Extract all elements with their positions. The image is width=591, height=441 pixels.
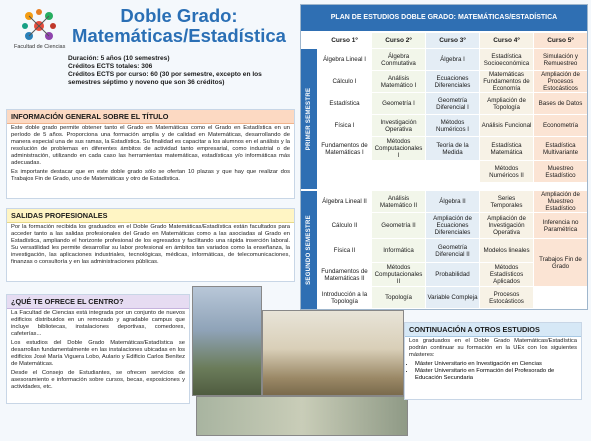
credits-info xyxy=(64,52,292,96)
subject-cell: Investigación Operativa xyxy=(372,115,425,136)
faculty-name: Facultad de Ciencias xyxy=(14,44,66,50)
page-title xyxy=(66,6,292,56)
further-studies-paragraph: Los graduados en el Doble Grado Matemáticas/Estadística podrán continuar su formación en la UEx con los siguientes másteres: xyxy=(409,338,577,358)
subject-cell: Álgebra I xyxy=(426,49,479,70)
subject-cell: Geometría Diferencial I xyxy=(426,93,479,114)
subject-cell: Análisis Matemático II xyxy=(372,191,425,212)
subject-cell: Estadística Multivariante xyxy=(534,137,587,160)
subject-cell: Fundamentos de Matemáticas II xyxy=(318,263,371,286)
career-paragraph: Por la formación recibida los graduados en el Doble Grado Matemáticas/Estadística están facultados para acceder tanto a las salidas profesionales del Grado en Matemáticas como a las asociadas al Grado en Estadística, ampliando el horizonte profesional de los egresados y facilitando una rápida inserción laboral. Su versatilidad les permite desarrollar su labor profesional en ámbitos tan variados como la enseñanza, la investigación, las aplicaciones industriales, tecnológicas, médicas, informáticas, de telecomunicaciones, finanzas o consultoría y en las administraciones públicas. xyxy=(11,224,290,265)
first-semester-label: PRIMER SEMESTRE xyxy=(301,49,317,189)
general-info-note: Es importante destacar que en este doble grado sólo se ofertan 10 plazas y que hay que realizar dos Trabajos Fin de Grado, uno de Matemáticas y otro de Estadística. xyxy=(11,169,290,182)
study-plan-title: PLAN DE ESTUDIOS DOBLE GRADO: MATEMÁTICAS/ESTADÍSTICA xyxy=(301,5,587,31)
center-offer-paragraph-1: La Facultad de Ciencias está integrada por un conjunto de nuevos edificios distribuidos en un remozado y agradable campus que incluye bibliotecas, instalaciones deportivas, comedores, cafeterías... xyxy=(11,310,185,337)
career-heading: SALIDAS PROFESIONALES xyxy=(7,209,294,223)
subject-cell: Álgebra Lineal I xyxy=(318,49,371,70)
subject-cell: Simulación y Remuestreo xyxy=(534,49,587,70)
subject-cell: Econometría xyxy=(534,115,587,136)
general-info-paragraph: Este doble grado permite obtener tanto el Grado en Matemáticas como el Grado en Estadística en un período de 5 años. Proporciona una formación amplia y de calidad en Matemáticas, desarrollando de manera especial una de sus ramas, la Estadística. Su finalidad es capacitar a los alumnos en el análisis y la resolución de problemas en diferentes ámbitos de actividad tanto empresarial, como industrial o de administración, utilizando en cada caso las herramientas matemáticas, estadísticas y/o informáticas más adecuadas. xyxy=(11,125,290,166)
campus-building-photo xyxy=(192,286,262,396)
subject-cell: Series Temporales xyxy=(480,191,533,212)
subject-cell: Ampliación de Muestreo Estadístico xyxy=(534,191,587,212)
center-offer-paragraph-2: Los estudios del Doble Grado Matemáticas/Estadística se desarrollan fundamentalmente en las instalaciones ubicadas en los edificios José María Viguera Lobo, Aulario y Edificio Carlos Benítez de Matemáticas. xyxy=(11,340,185,367)
ects-total-text: Créditos ECTS totales: 306 xyxy=(68,63,153,70)
subject-cell: Ampliación de Topología xyxy=(480,93,533,114)
faculty-logo xyxy=(14,6,64,60)
subject-cell: Trabajos Fin de Grado xyxy=(534,239,587,286)
subject-cell: Física II xyxy=(318,239,371,262)
center-offer-paragraph-3: Desde el Consejo de Estudiantes, se ofrecen servicios de asesoramiento e información sobre cursos, becas, exposiciones y actividades, etc. xyxy=(11,370,185,390)
career-panel xyxy=(6,208,295,282)
general-info-heading: INFORMACIÓN GENERAL SOBRE EL TÍTULO xyxy=(7,110,294,124)
subject-cell: Ampliación de Investigación Operativa xyxy=(480,213,533,238)
subject-cell: Métodos Estadísticos Aplicados xyxy=(480,263,533,286)
subject-cell: Cálculo I xyxy=(318,71,371,92)
subject-cell: Estadística Socioeconómica xyxy=(480,49,533,70)
center-offer-panel xyxy=(6,294,190,404)
general-info-panel xyxy=(6,109,295,199)
course-header: Curso 4º xyxy=(480,33,533,48)
master-item: • Máster Universitario en Investigación en Ciencias xyxy=(415,361,581,368)
second-semester-label: SEGUNDO SEMESTRE xyxy=(301,191,317,309)
subject-cell: Inferencia no Paramétrica xyxy=(534,213,587,238)
subject-cell: Bases de Datos xyxy=(534,93,587,114)
subject-cell: Geometría Diferencial II xyxy=(426,239,479,262)
course-header: Curso 5º xyxy=(534,33,587,48)
subject-cell: Análisis Matemático I xyxy=(372,71,425,92)
subject-cell: Modelos lineales xyxy=(480,239,533,262)
subject-cell: Métodos Computacionales I xyxy=(372,137,425,160)
subject-cell: Probabilidad xyxy=(426,263,479,286)
subject-cell: Geometría II xyxy=(372,213,425,238)
faculty-logo-icon xyxy=(19,6,59,46)
subject-cell: Topología xyxy=(372,287,425,308)
subject-cell: Variable Compleja xyxy=(426,287,479,308)
subject-cell: Ampliación de Ecuaciones Diferenciales xyxy=(426,213,479,238)
subject-cell: Teoría de la Medida xyxy=(426,137,479,160)
subject-cell: Álgebra Conmutativa xyxy=(372,49,425,70)
subject-cell: Análisis Funcional xyxy=(480,115,533,136)
study-plan-table xyxy=(300,4,588,310)
subject-cell: Matemáticas Fundamentos de Economía xyxy=(480,71,533,92)
masters-list xyxy=(405,361,581,382)
subject-cell: Métodos Numéricos I xyxy=(426,115,479,136)
campus-exterior-photo xyxy=(196,396,408,436)
subject-cell: Ampliación de Procesos Estocásticos xyxy=(534,71,587,92)
course-header: Curso 3º xyxy=(426,33,479,48)
subject-cell: Fundamentos de Matemáticas I xyxy=(318,137,371,160)
ects-course-text: Créditos ECTS por curso: 60 (30 por semestre, excepto en los semestres séptimo y noveno que son 36 créditos) xyxy=(68,71,262,86)
subject-cell: Álgebra Lineal II xyxy=(318,191,371,212)
center-offer-heading: ¿QUÉ TE OFRECE EL CENTRO? xyxy=(7,295,189,309)
title-line-2: Matemáticas/Estadística xyxy=(72,25,286,46)
title-line-1: Doble Grado: xyxy=(120,5,238,26)
subject-cell: Estadística xyxy=(318,93,371,114)
master-item: • Máster Universitario en Formación del Profesorado de Educación Secundaria xyxy=(415,368,581,382)
duration-text: Duración: 5 años (10 semestres) xyxy=(68,55,170,62)
subject-cell: Física I xyxy=(318,115,371,136)
library-photo xyxy=(262,310,404,396)
subject-cell: Muestreo Estadístico xyxy=(534,161,587,182)
subject-cell: Introducción a la Topología xyxy=(318,287,371,308)
subject-cell: Métodos Numéricos II xyxy=(480,161,533,182)
subject-cell: Cálculo II xyxy=(318,213,371,238)
further-studies-heading: CONTINUACIÓN A OTROS ESTUDIOS xyxy=(405,323,581,337)
subject-cell: Métodos Computacionales II xyxy=(372,263,425,286)
subject-cell: Álgebra II xyxy=(426,191,479,212)
course-header: Curso 1º xyxy=(318,33,371,48)
subject-cell: Ecuaciones Diferenciales xyxy=(426,71,479,92)
further-studies-panel xyxy=(404,322,582,400)
subject-cell: Procesos Estocásticos xyxy=(480,287,533,308)
subject-cell: Informática xyxy=(372,239,425,262)
subject-cell: Geometría I xyxy=(372,93,425,114)
subject-cell: Estadística Matemática xyxy=(480,137,533,160)
course-header: Curso 2º xyxy=(372,33,425,48)
